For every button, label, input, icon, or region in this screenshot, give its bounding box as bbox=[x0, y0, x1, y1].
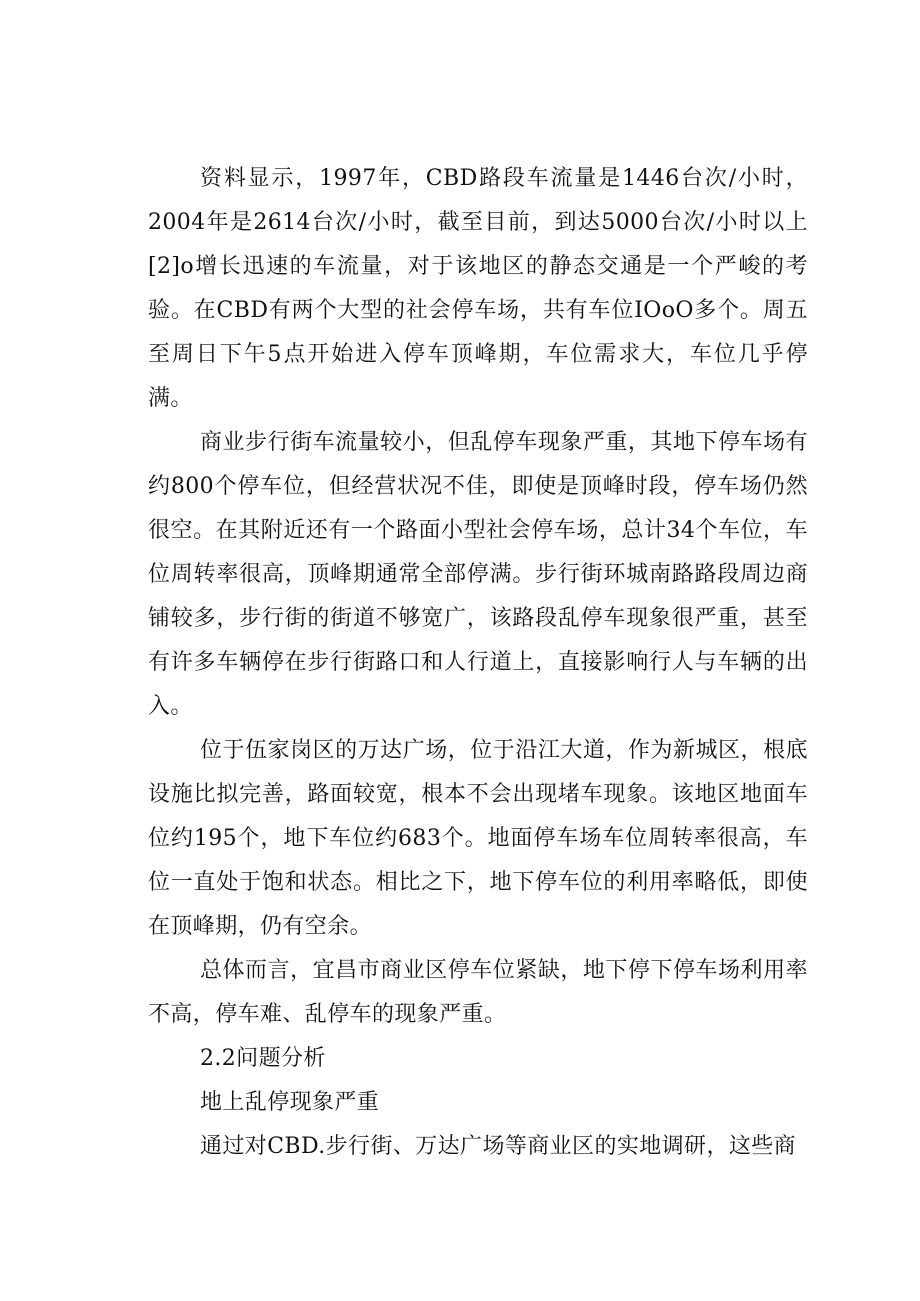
paragraph-summary: 总体而言，宜昌市商业区停车位紧缺，地下停下停车场利用率不高，停车难、乱停车的现象严重。 bbox=[148, 958, 808, 1027]
paragraph-pedestrian-street: 商业步行街车流量较小，但乱停车现象严重，其地下停车场有约800个停车位，但经营状况不佳，即使是顶峰时段，停车场仍然很空。在其附近还有一个路面小型社会停车场，总计34个车位，车位周转率很高，顶峰期通常全部停满。步行街环城南路路段周边商铺较多，步行街的街道不够宽广，该路段乱停车现象很严重，甚至有许多车辆停在步行街路口和人行道上，直接影响行人与车辆的出入。 bbox=[148, 430, 808, 719]
section-heading: 2.2问题分析 bbox=[200, 1046, 326, 1071]
paragraph-survey: 通过对CBD.步行街、万达广场等商业区的实地调研，这些商 bbox=[200, 1134, 797, 1159]
document-body bbox=[148, 157, 808, 1169]
subheading: 地上乱停现象严重 bbox=[200, 1090, 380, 1115]
paragraph-traffic-flow: 资料显示，1997年，CBD路段车流量是1446台次/小时，2004年是2614台次/小时，截至目前，到达5000台次/小时以上[2]o增长迅速的车流量，对于该地区的静态交通是一个严峻的考验。在CBD有两个大型的社会停车场，共有车位IOoO多个。周五至周日下午5点开始进入停车顶峰期，车位需求大，车位几乎停满。 bbox=[148, 166, 808, 411]
paragraph-wanda-plaza: 位于伍家岗区的万达广场，位于沿江大道，作为新城区，根底设施比拟完善，路面较宽，根本不会出现堵车现象。该地区地面车位约195个，地下车位约683个。地面停车场车位周转率很高，车位一直处于饱和状态。相比之下，地下停车位的利用率略低，即使在顶峰期，仍有空余。 bbox=[148, 738, 808, 939]
